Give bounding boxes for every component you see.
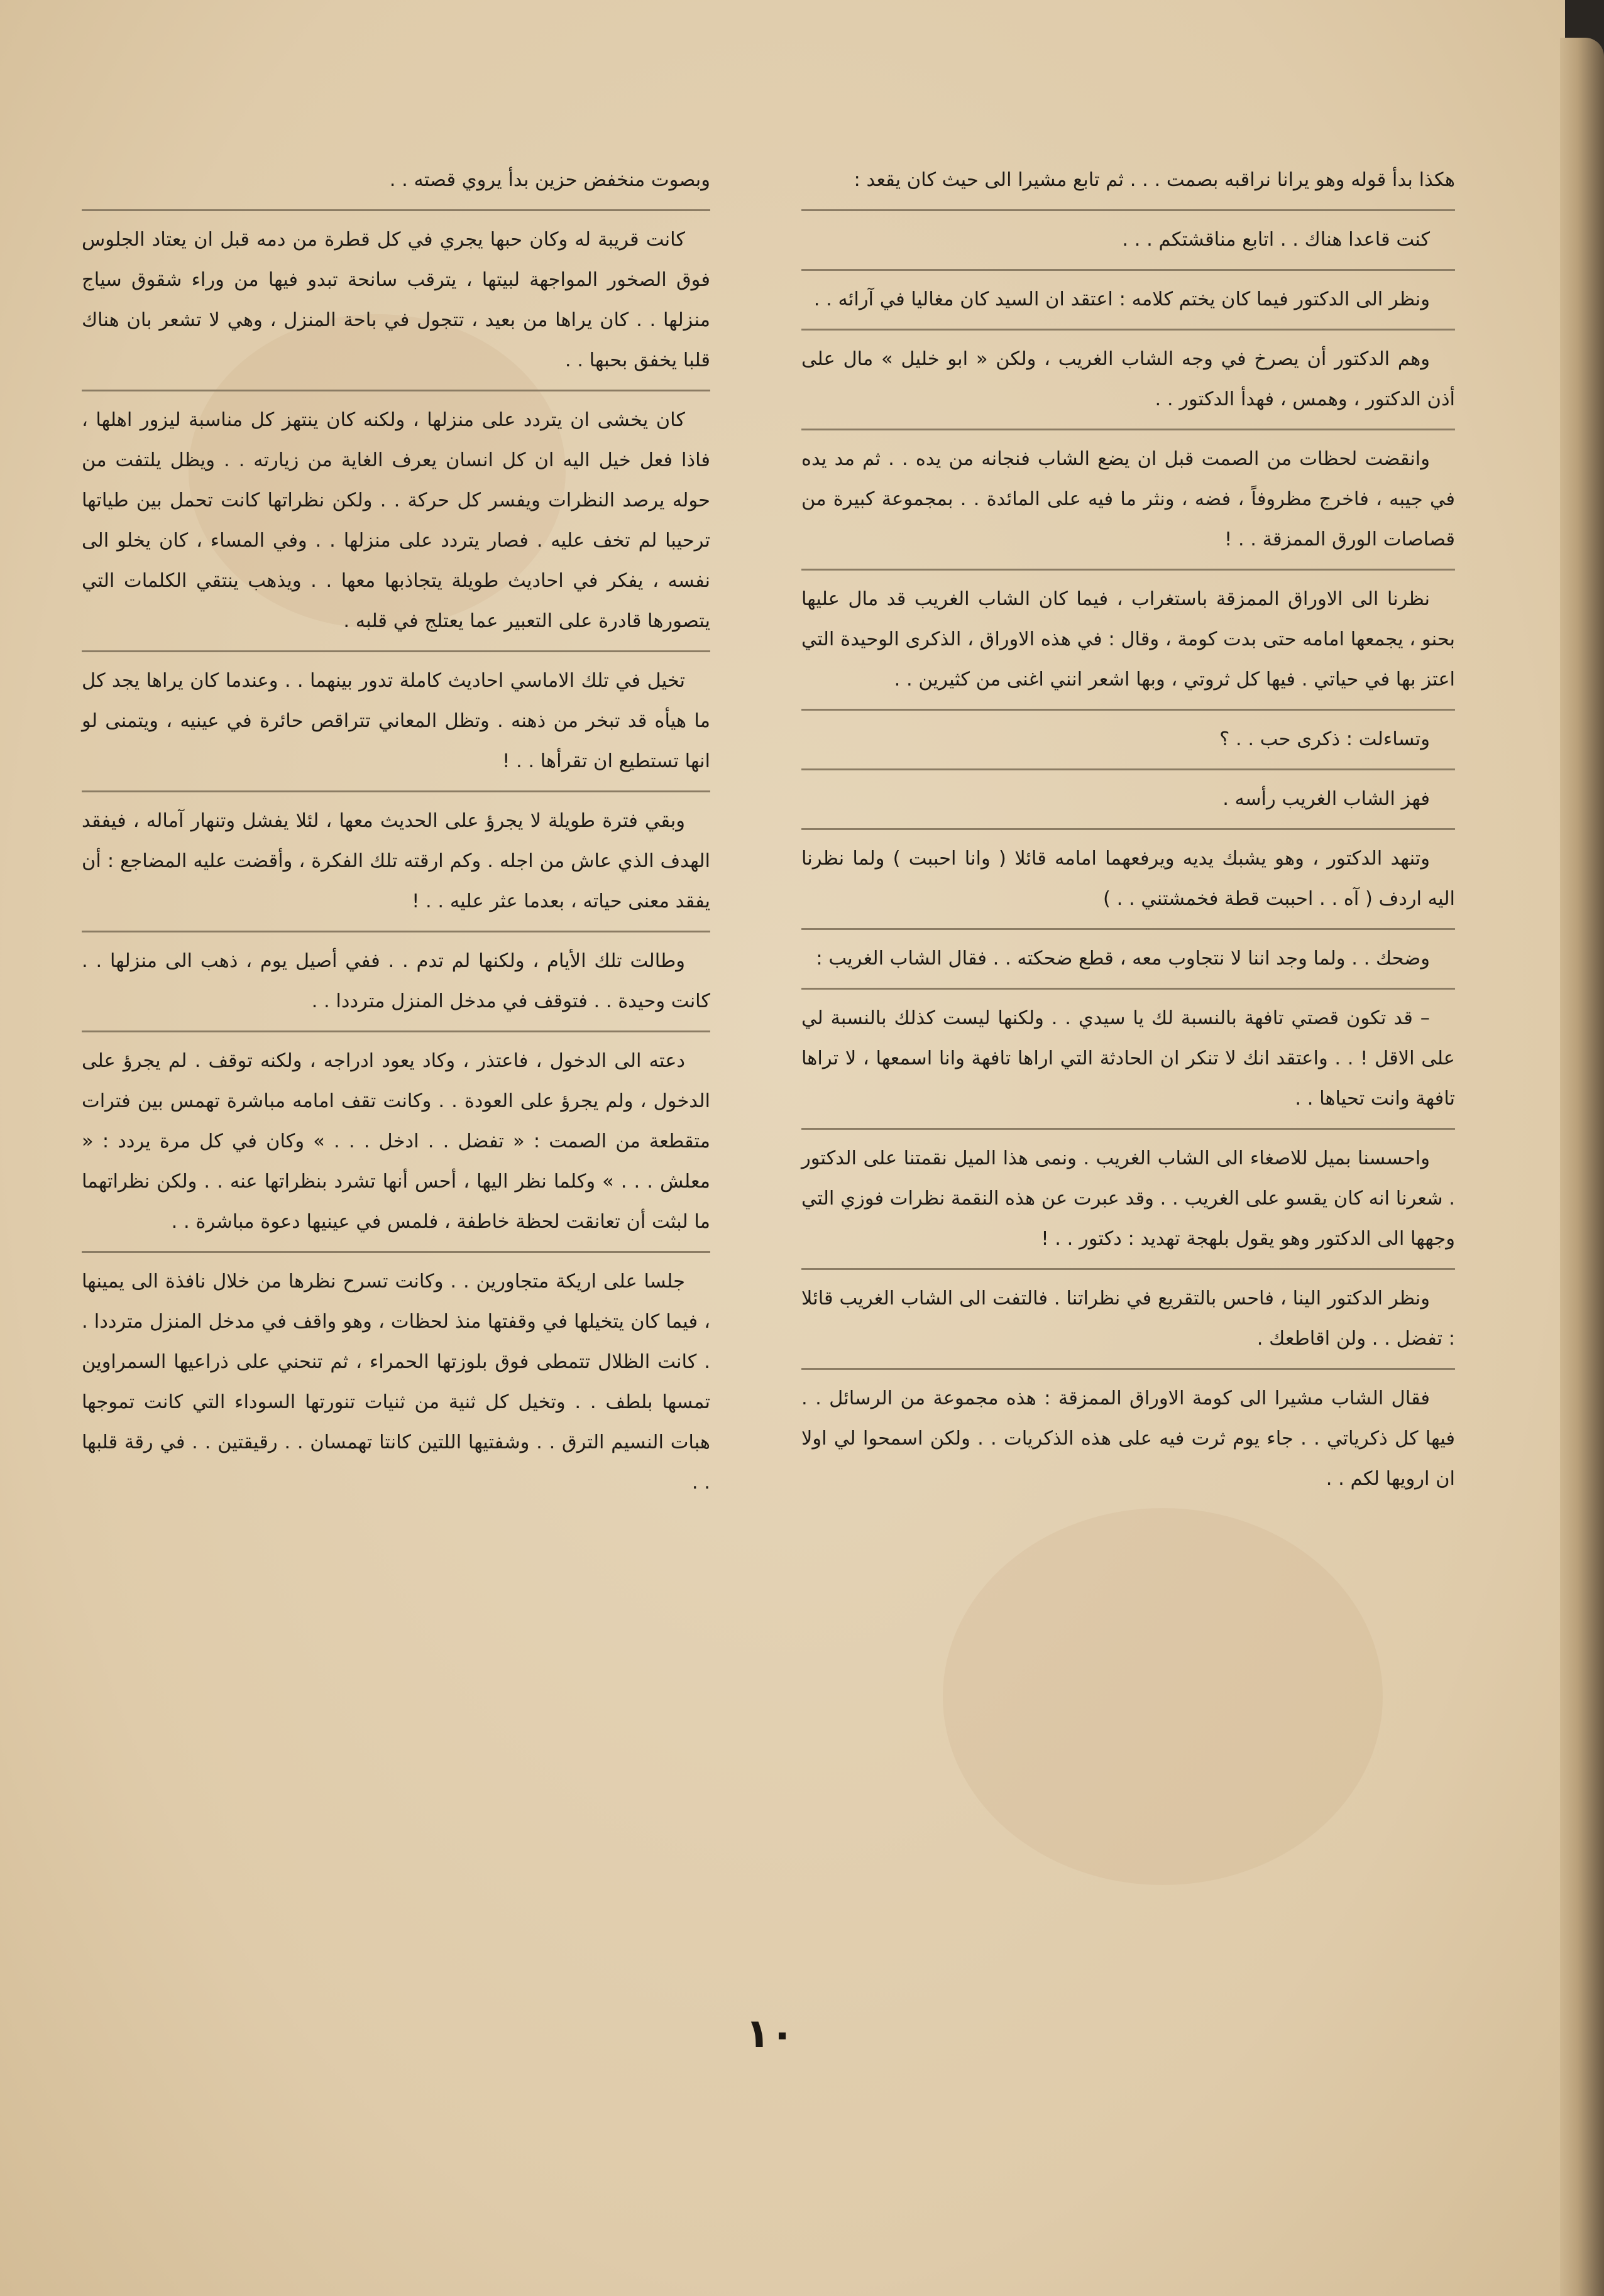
page-number: ١٠: [745, 2011, 795, 2057]
paragraph: فقال الشاب مشيرا الى كومة الاوراق الممزقة : هذه مجموعة من الرسائل . . فيها كل ذكرياتي . . جاء يوم ثرت فيه على هذه الذكريات . . ولكن اسمحوا لي اولا ان ارويها لكم . .: [801, 1368, 1455, 1499]
paragraph: هكذا بدأ قوله وهو يرانا نراقبه بصمت . . . ثم تابع مشيرا الى حيث كان يقعد :: [854, 169, 1455, 191]
paragraph: كانت قريبة له وكان حبها يجري في كل قطرة من دمه قبل ان يعتاد الجلوس فوق الصخور المواجهة لبيتها ، يترقب سانحة تبدو فيها من وراء شقوق سياج منزلها . . كان يراها من بعيد ، تتجول في باحة المنزل ، وهي لا تشعر بان هناك قلبا يخفق بحبها . .: [82, 209, 710, 381]
paragraph: كان يخشى ان يتردد على منزلها ، ولكنه كان ينتهز كل مناسبة ليزور اهلها ، فاذا فعل خيل اليه ان كل انسان يعرف الغاية من زيارته . . ويظل يلتفت من حوله يرصد النظرات ويفسر كل حركة . . ولكن نظراتها كانت تحمل بين طياتها ترحيبا لم تخف عليه . فصار يتردد على منزلها . . وفي المساء ، كان يخلو الى نفسه ، يفكر في احاديث طويلة يتجاذبها معها . . ويذهب ينتقي الكلمات التي يتصورها قادرة على التعبير عما يعتلج في قلبه .: [82, 390, 710, 642]
paragraph: وبقي فترة طويلة لا يجرؤ على الحديث معها ، لئلا يفشل وتنهار آماله ، فيفقد الهدف الذي عاش من اجله . وكم ارقته تلك الفكرة ، وأقضت عليه المضاجع : أن يفقد معنى حياته ، بعدما عثر عليه . . !: [82, 790, 710, 922]
paragraph: وبصوت منخفض حزين بدأ يروي قصته . .: [389, 169, 710, 191]
paragraph: ونظر الى الدكتور فيما كان يختم كلامه : اعتقد ان السيد كان مغاليا في آرائه . .: [801, 269, 1455, 320]
paragraph: جلسا على اريكة متجاورين . . وكانت تسرح نظرها من خلال نافذة الى يمينها ، فيما كان يتخيلها في وقفتها منذ لحظات ، وهو واقف في مدخل المنزل مترددا . . كانت الظلال تتمطى فوق بلوزتها الحمراء ، ثم تنحني على ذراعيها السمراوين تمسها بلطف . . وتخيل كل ثنية من ثنيات تنورتها السوداء التي كانت تموجها هبات النسيم الترق . . وشفتيها اللتين كانتا تهمسان . . رقيقتين . . في رقة قلبها . .: [82, 1251, 710, 1503]
page-edge-shadow: [1560, 38, 1604, 2296]
paragraph: نظرنا الى الاوراق الممزقة باستغراب ، فيما كان الشاب الغريب قد مال عليها بحنو ، يجمعها امامه حتى بدت كومة ، وقال : في هذه الاوراق ، الذكرى الوحيدة التي اعتز بها في حياتي . فيها كل ثروتي ، وبها اشعر انني اغنى من كثيرين . .: [801, 569, 1455, 700]
paper-stain: [943, 1508, 1383, 1885]
paragraph: – قد تكون قصتي تافهة بالنسبة لك يا سيدي . . ولكنها ليست كذلك بالنسبة لي على الاقل ! . . واعتقد انك لا تنكر ان الحادثة التي اراها تافهة وانا اسمعها ، لا تراها تافهة وانت تحياها . .: [801, 988, 1455, 1119]
right-text-column: [801, 160, 1455, 1508]
paragraph: واحسسنا بميل للاصغاء الى الشاب الغريب . ونمى هذا الميل نقمتنا على الدكتور . شعرنا انه كان يقسو على الغريب . . وقد عبرت عن هذه النقمة نظرات فوزي التي وجهها الى الدكتور وهو يقول بلهجة تهديد : دكتور . . !: [801, 1128, 1455, 1259]
paragraph: فهز الشاب الغريب رأسه .: [801, 768, 1455, 819]
left-text-column: [82, 160, 710, 1512]
paragraph: ونظر الدكتور الينا ، فاحس بالتقريع في نظراتنا . فالتفت الى الشاب الغريب قائلا : تفضل . . ولن اقاطعك .: [801, 1268, 1455, 1359]
paragraph: وتنهد الدكتور ، وهو يشبك يديه ويرفعهما امامه قائلا ( وانا احببت ) ولما نظرنا اليه اردف ( آه . . احببت قطة فخمشتني . . ): [801, 828, 1455, 919]
paragraph: وانقضت لحظات من الصمت قبل ان يضع الشاب فنجانه من يده . . ثم مد يده في جيبه ، فاخرج مظروفاً ، فضه ، ونثر ما فيه على المائدة . . بمجموعة كبيرة من قصاصات الورق الممزقة . . !: [801, 429, 1455, 560]
paragraph: دعته الى الدخول ، فاعتذر ، وكاد يعود ادراجه ، ولكنه توقف . لم يجرؤ على الدخول ، ولم يجرؤ على العودة . . وكانت تقف امامه مباشرة تهمس بين فترات متقطعة من الصمت : « تفضل . . ادخل . . . » وكان في كل مرة يردد : « معلش . . . » وكلما نظر اليها ، أحس أنها تشرد بنظراتها عنه . . ولكن نظراتهما ما لبثت أن تعانقت لحظة خاطفة ، فلمس في عينيها دعوة مباشرة . .: [82, 1030, 710, 1242]
paragraph: وضحك . . ولما وجد اننا لا نتجاوب معه ، قطع ضحكته . . فقال الشاب الغريب :: [801, 928, 1455, 979]
paragraph: وهم الدكتور أن يصرخ في وجه الشاب الغريب ، ولكن « ابو خليل » مال على أذن الدكتور ، وهمس ، فهدأ الدكتور . .: [801, 329, 1455, 420]
paragraph: وتساءلت : ذكرى حب . . ؟: [801, 709, 1455, 760]
paragraph: وطالت تلك الأيام ، ولكنها لم تدم . . ففي أصيل يوم ، ذهب الى منزلها . . كانت وحيدة . . فتوقف في مدخل المنزل مترددا . .: [82, 931, 710, 1022]
paragraph: كنت قاعدا هناك . . اتابع مناقشتكم . . .: [801, 209, 1455, 260]
paragraph: تخيل في تلك الاماسي احاديث كاملة تدور بينهما . . وعندما كان يراها يجد كل ما هيأه قد تبخر من ذهنه . وتظل المعاني تتراقص حائرة في عينيه ، ويتمنى لو انها تستطيع ان تقرأها . . !: [82, 650, 710, 782]
